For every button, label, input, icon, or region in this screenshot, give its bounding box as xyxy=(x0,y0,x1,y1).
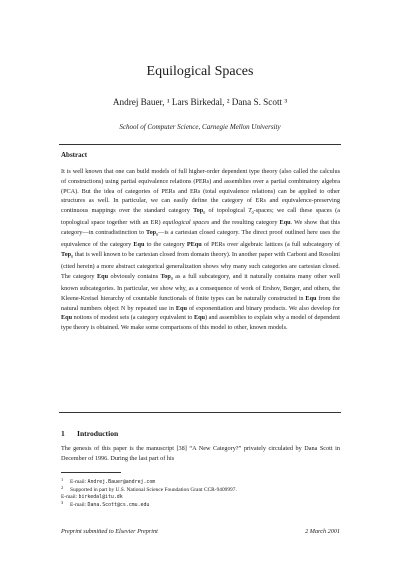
section-paragraph: The genesis of this paper is the manuscript [38] “A New Category?” privately circulated by Dana Scott in December of 1996. During the last part of his xyxy=(61,445,340,462)
footer-left: Preprint submitted to Elsevier Preprint xyxy=(61,528,158,535)
author-list: Andrej Bauer, ¹ Lars Birkedal, ² Dana S. Scott ³ xyxy=(112,97,288,107)
subscript-zero-placeholder: 0 xyxy=(203,210,206,216)
footnote-mark: 1 xyxy=(61,477,64,482)
abstract-top-rule xyxy=(59,144,341,145)
footnote-mark: 2 xyxy=(61,484,64,490)
page-footer xyxy=(61,528,340,535)
footnote-1: 1 E-mail: Andrej.Bauer@andrej.com xyxy=(61,477,156,485)
footer-date: 2 March 2001 xyxy=(305,528,340,535)
footnote-2: 2 Supported in part by U.S. National Science Foundation Grant CCR-9409997. E-mail: birkedal@itu.dk xyxy=(61,484,237,501)
section-number: 1 xyxy=(61,429,65,438)
footnote-mark: 3 xyxy=(61,499,64,505)
footnote-3: 3 E-mail: Dana.Scott@cs.cmu.edu xyxy=(61,499,150,508)
email-link[interactable]: Dana.Scott@cs.cmu.edu xyxy=(87,501,150,508)
email-link[interactable]: Andrej.Bauer@andrej.com xyxy=(87,479,156,485)
section-heading xyxy=(61,429,118,438)
affiliation: School of Computer Science, Carnegie Mellon University xyxy=(119,123,281,131)
footnote-rule xyxy=(61,472,121,473)
abstract-bottom-rule xyxy=(59,412,341,413)
abstract-heading: Abstract xyxy=(61,151,88,159)
section-title: Introduction xyxy=(77,429,119,438)
email-link[interactable]: birkedal@itu.dk xyxy=(78,494,123,501)
paper-title: Equilogical Spaces xyxy=(146,64,254,79)
abstract-body: It is well known that one can build models of full higher-order dependent type theory (also called the calculus of constructions) using partial equivalence relations (PERs) and assemblies over a partial combinatory algebra (PCA). But the idea of categories of PERs and ERs (total equivalence relations) can be applied to other structures as well. In particular, we can easily define the category of ERs and equivalence-preserving continuous mappings over the standard category Top$_0$ of topological $T_0$-spaces; we call these spaces (a topological space together with an ER) equilogical spaces and the resulting category Equ. We show that this category—in contradistinction to Top$_0$—is a cartesian closed category. The direct proof outlined here uses the equivalence of the category Equ to the category PEqu of PERs over algebraic lattices (a full subcategory of Top$_0$ that is well known to be cartesian closed from domain theory). In another paper with Carboni and Rosolini (cited herein) a more abstract categorical generalization shows why many such categories are cartesian closed. The category Equ obviously contains Top$_0$ as a full subcategory, and it naturally contains many other well known subcategories. In particular, we show why, as a consequence of work of Ershov, Berger, and others, the Kleene-Kreisel hierarchy of countable functionals of finite types can be naturally constructed in Equ from the natural numbers object N by repeated use in Equ of exponentiation and binary products. We also develop for Equ notions of modest sets (a category equivalent to Equ) and assemblies to explain why a model of dependent type theory is obtained. We make some comparisons of this model to other, known models. xyxy=(61,168,341,332)
